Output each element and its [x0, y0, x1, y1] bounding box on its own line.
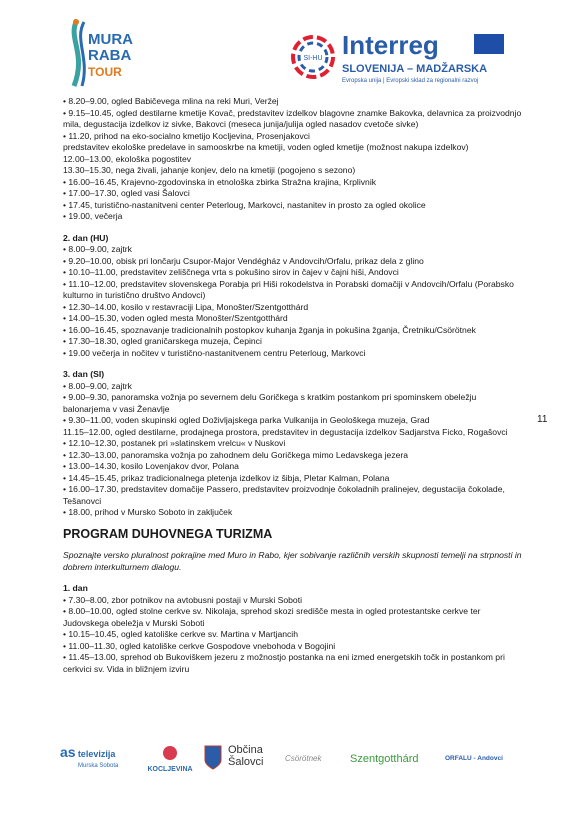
day3-list: [63, 381, 523, 519]
program-line: • 10.10–11.00, predstavitev zeliščnega vrta s pokušino sirov in čajev v čajni hiši, Andovci: [63, 267, 399, 277]
program-line: • 19.00 večerja in nočitev v turistično-nastanitvenem centru Peterloug, Markovci: [63, 347, 366, 358]
program-line: • 9.30–11.00, voden skupinski ogled Doživljajskega parka Vulkanija in Geološkega muzeja, Grad: [63, 415, 430, 425]
csorotnek-text: Csörötnek: [285, 754, 322, 763]
program-line: 11.15–12.00, ogled destilarne, prodajnega prostora, predstavitev in degustacija izdelkov Sadjarstva Ficko, Rogašovci: [63, 426, 508, 437]
salovci-text: Šalovci: [228, 756, 264, 768]
section-heading: PROGRAM DUHOVNEGA TURIZMA: [63, 526, 273, 541]
szentgotthard-text: Szentgotthárd: [350, 753, 419, 765]
program-line: • 12.30–13.00, panoramska vožnja po zahodnem delu Goričkega mimo Ledavskega jezera: [63, 449, 409, 460]
program-line: • 8.20–9.00, ogled Babičevega mlina na reki Muri, Veržej: [63, 96, 279, 106]
kocljevina-icon: [162, 744, 178, 762]
program-line: • 7.30–8.00, zbor potnikov na avtobusni postaji v Murski Soboti: [63, 594, 302, 605]
program-line: • 11.00–11.30, ogled katoliške cerkve Gospodove vnebohoda v Bogojini: [63, 640, 336, 651]
program-line: • 16.00–17.30, predstavitev domačije Passero, predstavitev proizvodnje čokoladnih pralinejev, degustacija čokolade, Tešanovci: [63, 484, 505, 506]
program-line: • 13.00–14.30, kosilo Lovenjakov dvor, Polana: [63, 461, 239, 471]
eu-flag-icon: [474, 34, 504, 54]
program-line: • 9.00–9.30, panoramska vožnja po severnem delu Goričkega s kratkim postankom pri spominskem obeležju balonarjema v vasi Ženavlje: [63, 392, 477, 414]
szentgotthard-logo: [350, 744, 419, 780]
program-line: • 14.45–15.45, prikaz tradicionalnega pletenja izdelkov iz šibja, Pletar Kalman, Polana: [63, 472, 390, 483]
program-line: 13.30–15.30, nega živali, jahanje konjev, delo na kmetiji (pogojeno s sezono): [63, 165, 356, 175]
page-number: 11: [537, 414, 548, 425]
program-line: • 12.10–12.30, postanek pri »slatinskem vrelcu« v Nuskovi: [63, 438, 286, 448]
kocljevina-logo: [145, 744, 195, 780]
day2-heading: 2. dan (HU): [63, 232, 109, 243]
program-line: • 8.00–9.00, zajtrk: [63, 244, 132, 254]
tv-mark-icon: as: [60, 744, 76, 760]
obcina-text: Občina: [228, 744, 263, 756]
program-line: predstavitev ekološke predelave in samooskrbe na kmetiji, voden ogled kmetije (možnost nakupa izdelkov): [63, 142, 469, 152]
tv-subtext: Murska Sobota: [78, 763, 119, 769]
mura-raba-tour-logo: [62, 14, 152, 92]
program-line: • 17.30–18.30, ogled graničarskega muzeja, Čepinci: [63, 336, 262, 346]
interreg-note: Evropska unija | Evropski sklad za regionalni razvoj: [342, 78, 479, 84]
kocljevina-text: KOCLJEVINA: [147, 766, 193, 773]
program-line: • 19.00, večerja: [63, 211, 123, 221]
program-line: • 8.00–9.00, zajtrk: [63, 380, 132, 391]
salovci-crest-icon: [203, 744, 223, 780]
logo-line-mura: MURA: [88, 31, 133, 48]
partner-logos-footer: [60, 744, 530, 784]
logo-line-raba: RABA: [88, 47, 132, 64]
day3-heading: 3. dan (SI): [63, 369, 105, 379]
program-line: • 9.20–10.00, obisk pri lončarju Csupor-Major Vendégház v Andovcih/Orfalu, prikaz dela z glino: [63, 255, 424, 266]
day2-list: [63, 244, 523, 359]
obcina-salovci-logo: [228, 744, 263, 780]
program-line: • 16.00–16.45, Krajevno-zgodovinska in etnološka zbirka Stražna krajina, Krplivnik: [63, 176, 377, 187]
program-line: • 16.00–16.45, spoznavanje tradicionalnih postopkov kuhanja žganja in pokušina žganja, Čretniku/Csörötnek: [63, 324, 476, 335]
day1-list: [63, 96, 523, 223]
spiritual-day1-heading: 1. dan: [63, 583, 88, 593]
interreg-title: Interreg: [342, 30, 439, 60]
program-line: • 8.00–10.00, ogled stolne cerkve sv. Nikolaja, sprehod skozi središče mesta in ogled protestantske cerkve ter Judovskega obeležja v Murski Soboti: [63, 606, 481, 628]
interreg-badge: SI-HU: [303, 55, 323, 62]
program-line: • 11.45–13.00, sprehod ob Bukoviškem jezeru z možnostjo postanka na eni izmed energetskih točk in postankom pri cerkvici sv. Vida in bližnjem izviru: [63, 652, 505, 674]
page-header: [0, 0, 582, 100]
csorotnek-logo: [285, 744, 321, 780]
televizija-logo: [60, 744, 118, 780]
program-line: • 11.20, prihod na eko-socialno kmetijo Kocljevina, Prosenjakovci: [63, 130, 310, 141]
program-line: • 17.00–17.30, ogled vasi Šalovci: [63, 188, 190, 198]
program-line: • 9.15–10.45, ogled destilarne kmetije Kovač, predstavitev izdelkov blagovne znamke Bakovka, delavnica za proizvodnjo mila, degustacija izdelkov iz sivke, Bakovci (meseca junija/julija ogled nasadov cvetoče sivke): [63, 107, 522, 129]
spiritual-day1-list: [63, 595, 523, 676]
interreg-logo: [290, 30, 510, 90]
program-line: 12.00–13.00, ekološka pogostitev: [63, 153, 192, 164]
tv-text: televizija: [77, 749, 116, 759]
program-line: • 18.00, prihod v Mursko Soboto in zaključek: [63, 507, 233, 517]
orfalu-logo: [445, 744, 503, 780]
program-line: • 14.00–15.30, voden ogled mesta Monošter/Szentgotthárd: [63, 313, 288, 323]
orfalu-text: ORFALU - Andovci: [445, 755, 503, 762]
program-line: • 10.15–10.45, ogled katoliške cerkve sv. Martina v Martjancih: [63, 629, 298, 639]
section-intro: Spoznajte versko pluralnost pokrajine med Muro in Rabo, kjer sobivanje različnih verskih skupnosti temelji na strpnosti in dobrem interkulturnem dialogu.: [63, 550, 522, 572]
program-line: • 17.45, turistično-nastanitveni center Peterloug, Markovci, nastanitev in prosto za ogled okolice: [63, 199, 426, 210]
program-line: • 12.30–14.00, kosilo v restavraciji Lipa, Monošter/Szentgotthárd: [63, 301, 309, 312]
interreg-subtitle: SLOVENIJA – MADŽARSKA: [342, 63, 488, 75]
program-line: • 11.10–12.00, predstavitev slovenskega Porabja pri Hiši rokodelstva in Porabski domačiji v Andovcih/Orfalu (Porabsko kulturno in turistično društvo Andovci): [63, 278, 514, 300]
document-body: [63, 96, 523, 675]
logo-line-tour: TOUR: [88, 65, 122, 79]
interreg-circle-icon: [290, 34, 336, 80]
